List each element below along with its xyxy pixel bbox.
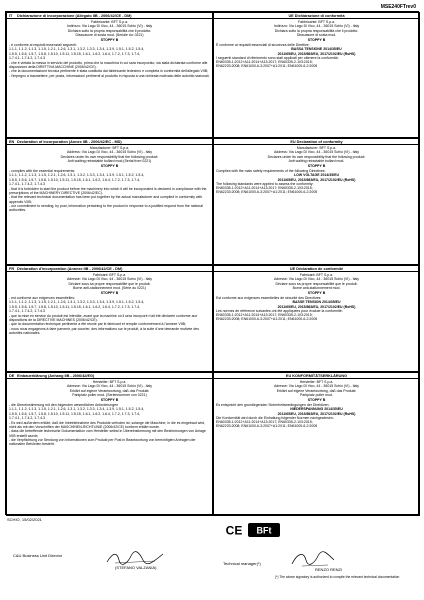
right-signature-icon xyxy=(288,548,338,568)
standards-intro: Les normes de référence suivantes ont été appliquées pour évaluer la conformité: xyxy=(216,308,343,313)
paragraph: - Es wird außerdem erklärt, daß die Inbetriebnahme des Produkts verboten ist, solange die Maschine, in die es eingebaut wird, nicht als mit den Vorschriften der MASCHINEN-RICHTLINIE (2006/42/CE) konform erklärt wurde. xyxy=(9,421,206,430)
model: STOPPY B xyxy=(100,164,119,169)
paragraph: - our commitment to sending, by post, information pertaining to the product in response to a justified request from the national authorities. xyxy=(9,203,203,213)
manufacturer: Manufacturer: BFT S.p.a. xyxy=(296,146,337,151)
address: Indirizzo: Via Lago Di Vico, 44 - 36015 Schio (VI) - Italy xyxy=(273,24,360,29)
paragraph: - que la documentation technique pertinente a été réunie par le fabricant et remplie conformément à l'annexe VIIB; xyxy=(9,322,186,327)
model: STOPPY B xyxy=(100,291,119,296)
responsibility: Déclare sous sa propre responsabilité que le produit: xyxy=(68,281,151,286)
directive-name: NIEDERSPANNUNG 2014/35/EU xyxy=(290,407,343,412)
req-line: 1.7.4.1, 1.7.4.2, 1.7.4.3 xyxy=(9,415,45,420)
cell-title: Dichiarazione di incorporazione (Allegato IIB - 2006/42/CE - DM) xyxy=(17,14,132,18)
cell-header xyxy=(214,267,419,272)
product: Anti waiting retractable bollard mod. xyxy=(288,158,345,163)
standard: EN60335-1:2012+A11:2014+A13:2017; EN60335-2-103:2015; xyxy=(216,60,313,65)
address: Adresse: Via Lago Di Vico, 44 - 36015 Schio (VI) - Italy xyxy=(273,277,360,282)
directive-name: BASSA TENSIONE 2014/35/EU xyxy=(291,47,342,52)
paragraph: - that the relevant technical documentation has been put together by the actual manufacturer and compiled in conformity with appendix VIIB; xyxy=(9,195,203,204)
req-line: 1.5.5, 1.5.6, 1.5.7, 1.5.8, 1.5.10, 1.5.11, 1.5.15, 1.6.1, 1.6.2, 1.6.4, 1.7.2, 1.7.3, 1.7.4, xyxy=(9,51,141,56)
manufacturer: Hersteller: BFT S.p.a. xyxy=(92,380,127,385)
left-role: C&U Business Unit Director xyxy=(13,553,63,558)
model: STOPPY B xyxy=(307,164,326,169)
directive-name: LOW VOLTAGE 2014/35/EU xyxy=(294,173,339,178)
responsibility: Erklärt auf eigene Verantwortung, daß das Produkt: xyxy=(69,388,150,393)
address: Address: Via Lago Di Vico, 44 - 36015 Schio (VI) - Italy xyxy=(66,150,153,155)
cell-title: EU KONFORMITÄTSERKLÄRUNG xyxy=(285,374,348,378)
cell-title: EU Declaration of conformity xyxy=(290,140,343,144)
conformity-cell xyxy=(213,12,420,138)
model: STOPPY B xyxy=(307,291,326,296)
paragraph: - that it is forbidden to start the product before the machinery into which it will be incorporated is declared in compliance with the prescriptions of the MACHINERY DIRECTIVE (2006/42/EC). xyxy=(9,187,207,196)
req-line: 1.5.5, 1.5.6, 1.5.7, 1.5.8, 1.5.10, 1.5.11, 1.5.15, 1.6.1, 1.6.2, 1.6.4, 1.7.2, 1.7.3, 1.7.4, xyxy=(9,411,141,416)
cell-title: Declaration of incorporation (Annex IIB - 2006/42/EC - MD) xyxy=(17,140,122,144)
req-line: 1.7.4.1, 1.7.4.2, 1.7.4.3 xyxy=(9,181,45,186)
conformity-cell xyxy=(213,372,420,516)
product: Parkplatz poller mod. xyxy=(300,392,333,397)
ce-mark-icon xyxy=(223,523,245,537)
req-intro: - est conforme aux exigences essentielles: xyxy=(9,296,75,301)
conformity-cell xyxy=(213,265,420,372)
incorporation-cell xyxy=(6,12,213,138)
req-line: 1.1.1, 1.1.2, 1.1.3, 1.1.5, 1.2.1, 1.2.6, 1.3.1, 1.3.2, 1.3.3, 1.3.4, 1.3.9, 1.5.1, 1.5.2, 1.5.4, xyxy=(9,173,145,178)
left-name: (STEFANO VALZANIA) xyxy=(115,565,157,570)
req-line: 1.1.1, 1.1.2, 1.1.3, 1.1.5, 1.2.1, 1.2.6, 1.3.1, 1.3.2, 1.3.3, 1.3.4, 1.3.9, 1.5.1, 1.5.2, 1.5.4, xyxy=(9,47,145,52)
signature-footer xyxy=(5,515,419,590)
paragraph: - dass die betreffende technische Dokumentation vom Hersteller selbst in Übereinstimmung mit den Bestimmungen von Anlage VIIB erstellt wurde; xyxy=(9,429,206,438)
declaration-grid xyxy=(5,11,419,515)
standard: EN60335-1:2012+A11:2014+A13:2017; EN60335-2-103:2015; xyxy=(216,313,313,318)
incorporation-cell xyxy=(6,372,213,516)
address: Adresse: Via Lago Di Vico, 44 - 36015 Schio (VI) - Italy xyxy=(273,384,360,389)
manufacturer: Manufacturer: BFT S.p.a. xyxy=(89,146,130,151)
responsibility: Declares under its own responsibility that the following product: xyxy=(267,154,366,159)
cell-title: Einbauerklärung (Anhang IIB - 2006/42/EG) xyxy=(17,374,95,378)
standards-intro: I seguenti standard di riferimento sono stati applicati per ottenere la conformità: xyxy=(216,55,339,60)
cell-header xyxy=(7,267,212,272)
manufacturer: Hersteller: BFT S.p.a. xyxy=(299,380,334,385)
responsibility: Declares under its own responsibility that the following product: xyxy=(60,154,159,159)
product: Borne anti-stationnement mod. xyxy=(292,285,341,290)
manufacturer: Fabricant: BFT S.p.a. xyxy=(92,273,127,278)
standard: EN60335-1:2012+A11:2014+A13:2017; EN60335-2-103:2015; xyxy=(216,186,313,191)
cell-title: Déclaration d'incorporation (Annexe IIB - 2006/42/CE - DM) xyxy=(17,267,123,271)
req-intro: - die Übereinstimmung mit den folgenden wesentlichen Anforderungen xyxy=(9,403,119,408)
req-line: 1.1.1, 1.1.2, 1.1.3, 1.1.5, 1.2.1, 1.2.6, 1.3.1, 1.3.2, 1.3.3, 1.3.4, 1.3.9, 1.5.1, 1.5.2, 1.5.4, xyxy=(9,300,145,305)
model: STOPPY B xyxy=(100,38,119,43)
standard: EN62233:2008; EN61000-6-3:2007+A1:2011; EN61000-6-2:2005 xyxy=(216,190,318,195)
bft-logo-icon xyxy=(248,523,280,537)
standards-intro: The following standards were applied to assess the conformity: xyxy=(216,181,314,186)
standard: EN62233:2008; EN61000-6-3:2007+A1:2011; EN61000-6-2:2005 xyxy=(216,317,318,322)
responsibility: Déclare sous sa propre responsabilité que le produit: xyxy=(275,281,358,286)
ce-text: CE xyxy=(225,523,243,537)
cell-header xyxy=(214,374,419,379)
product: Dissuasore di sosta mod. xyxy=(296,32,337,37)
req-intro: - è conforme ai requisiti essenziali seguenti: xyxy=(9,43,77,48)
standards-intro: Die Konformität wird durch die Einhaltung folgender Normen nachgewiesen: xyxy=(216,415,334,420)
address: Adresse: Via Lago Di Vico, 44 - 36015 Schio (VI) - Italy xyxy=(66,277,153,282)
lang-code: FR xyxy=(9,267,15,271)
cell-title: UE Déclaration de conformité xyxy=(289,267,344,271)
paragraph: - che la documentazione tecnica pertinente è stata costituita dal fabbricante tedesimo e completa in conformità dell'allegato VIIB; xyxy=(9,69,209,74)
manufacturer: Fabbricante: BFT S.p.a. xyxy=(90,20,129,25)
left-signature-icon xyxy=(105,550,165,566)
conformity-cell xyxy=(213,138,420,265)
model: STOPPY B xyxy=(100,398,119,403)
technical-manager-label: Technical manager(*) xyxy=(223,561,261,566)
conformity: Complies with the main safety requirements of the following Directives: xyxy=(216,169,326,174)
product: Anti waiting retractable bollard mod.(Serial from 0221) xyxy=(67,158,152,163)
standard: EN60335-1:2012+A11:2014+A13:2017; EN60335-2-103:2015; xyxy=(216,420,313,425)
cell-header xyxy=(7,14,212,19)
signatory-note: (*) The above signatory is authorized to compile the relevant technical documentation xyxy=(275,575,400,579)
conformity: Es entspricht den grundlegenden Sicherheitsbedingungen der Direktiven: xyxy=(216,403,330,408)
directives: 2011/65/EU, 2015/863/EU, 2017/2102/EU (RoHS) xyxy=(277,51,356,56)
address: Adresse: Via Lago Di Vico, 44 - 36015 Schio (VI) - Italy xyxy=(66,384,153,389)
incorporation-cell xyxy=(6,265,213,372)
cell-header xyxy=(214,14,419,19)
manufacturer: Fabbricante: BFT S.p.a. xyxy=(297,20,336,25)
document-code: MSE240FTrev0 xyxy=(380,4,416,10)
directives: 2011/65/EU, 2015/863/EU, 2017/2102/EU (RoHS) xyxy=(277,177,356,182)
cell-title: UE Dichiarazione di conformità xyxy=(288,14,345,18)
address: Indirizzo: Via Lago Di Vico, 44 - 36015 Schio (VI) - Italy xyxy=(66,24,153,29)
paragraph: - die Verpflichtung zur Sendung von Informationen zum Produkt per Post in Beantwortung von berechtigten Anfragen der nationalen Behörden besteht. xyxy=(9,437,196,447)
req-line: 1.5.5, 1.5.6, 1.5.7, 1.5.8, 1.5.10, 1.5.11, 1.5.15, 1.6.1, 1.6.2, 1.6.4, 1.7.2, 1.7.3, 1.7.4, xyxy=(9,177,141,182)
conformity: Est conforme aux exigences essentielles de sécurité des Directives: xyxy=(216,296,322,301)
directives: 2011/65/EU, 2015/863/EU, 2017/2102/EU (RoHS) xyxy=(277,411,356,416)
incorporation-cell xyxy=(6,138,213,265)
product: Dissuasore di sosta mod. (Seriale du: 0221) xyxy=(75,32,144,37)
req-intro: - complies with the essential requirements: xyxy=(9,169,76,174)
req-line: 1.7.4.1, 1.7.4.2, 1.7.4.3 xyxy=(9,55,45,60)
model: STOPPY B xyxy=(307,38,326,43)
paragraph: - nous nous engageons à faire parvenir, par courrier, des informations sur le produit, à la suite d'une demande motivée des autorités nationales. xyxy=(9,326,199,335)
address: Address: Via Lago Di Vico, 44 - 36015 Schio (VI) - Italy xyxy=(273,150,360,155)
bft-text: BFt xyxy=(256,525,272,536)
lang-code: DE xyxy=(9,374,15,378)
product: Borne anti-stationnement mod. (Série du 0221) xyxy=(73,285,146,290)
right-name: RENZO RENZI xyxy=(315,567,343,572)
responsibility: Erklärt auf eigene Verantwortung, daß das Produkt: xyxy=(276,388,357,393)
manufacturer: Fabricant: BFT S.p.a. xyxy=(299,273,334,278)
directives: 2011/65/EU, 2015/863/EU, 2017/2102/EU (RoHS) xyxy=(277,304,356,309)
req-line: 1.5.5, 1.5.6, 1.5.7, 1.5.8, 1.5.10, 1.5.11, 1.5.15, 1.6.1, 1.6.2, 1.6.4, 1.7.2, 1.7.3, 1.7.4, xyxy=(9,304,141,309)
responsibility: Dichiara sotto la propria responsabilità che il prodotto: xyxy=(67,28,152,33)
conformity: È conforme ai requisiti essenziali di sicurezza delle Direttive: xyxy=(216,43,310,48)
responsibility: Dichiara sotto la propria responsabilità che il prodotto: xyxy=(274,28,359,33)
paragraph: - che è vietata la messa in servizio del prodotto, prima che la macchina in cui sarà incorporato, sia stata dichiarata conforme alle disposizioni della DIRETTIVA MACCHINE (2006/42/CE). xyxy=(9,61,208,70)
paragraph: - que la mise en service du produit est interdite, avant que la machine où il sera incorporé n'ait été déclarée conforme aux dispositions de la DIRECTIVE MACHINES (2006/42/CE). xyxy=(9,314,198,323)
cell-header xyxy=(7,140,212,145)
directive-name: BASSE TENSION 2014/35/EU xyxy=(292,300,341,305)
req-line: 1.1.1, 1.1.2, 1.1.3, 1.1.5, 1.2.1, 1.2.6, 1.3.1, 1.3.2, 1.3.3, 1.3.4, 1.3.9, 1.5.1, 1.5.2, 1.5.4, xyxy=(9,407,145,412)
model: STOPPY B xyxy=(307,398,326,403)
standard: EN62233:2008; EN61000-6-3:2007+A1:2011; EN61000-6-2:2005 xyxy=(216,64,318,69)
cell-header xyxy=(214,140,419,145)
standard: EN62233:2008; EN61000-6-3:2007+A1:2011; EN61000-6-2:2005 xyxy=(216,424,318,429)
paragraph: - l'impegno a trasmettere, per posta, informazioni pertinenti al prodotto in risposta a una richiesta motivata delle autorità nazionali. xyxy=(9,73,210,78)
lang-code: EN xyxy=(9,140,15,144)
cell-header xyxy=(7,374,212,379)
lang-code: IT xyxy=(9,14,13,18)
product: Parkplatz poller mod. (Seriennummer von 0221) xyxy=(72,392,147,397)
place-date: SCHIO, 15/02/2021 xyxy=(7,517,42,522)
req-line: 1.7.4.1, 1.7.4.2, 1.7.4.3 xyxy=(9,308,45,313)
